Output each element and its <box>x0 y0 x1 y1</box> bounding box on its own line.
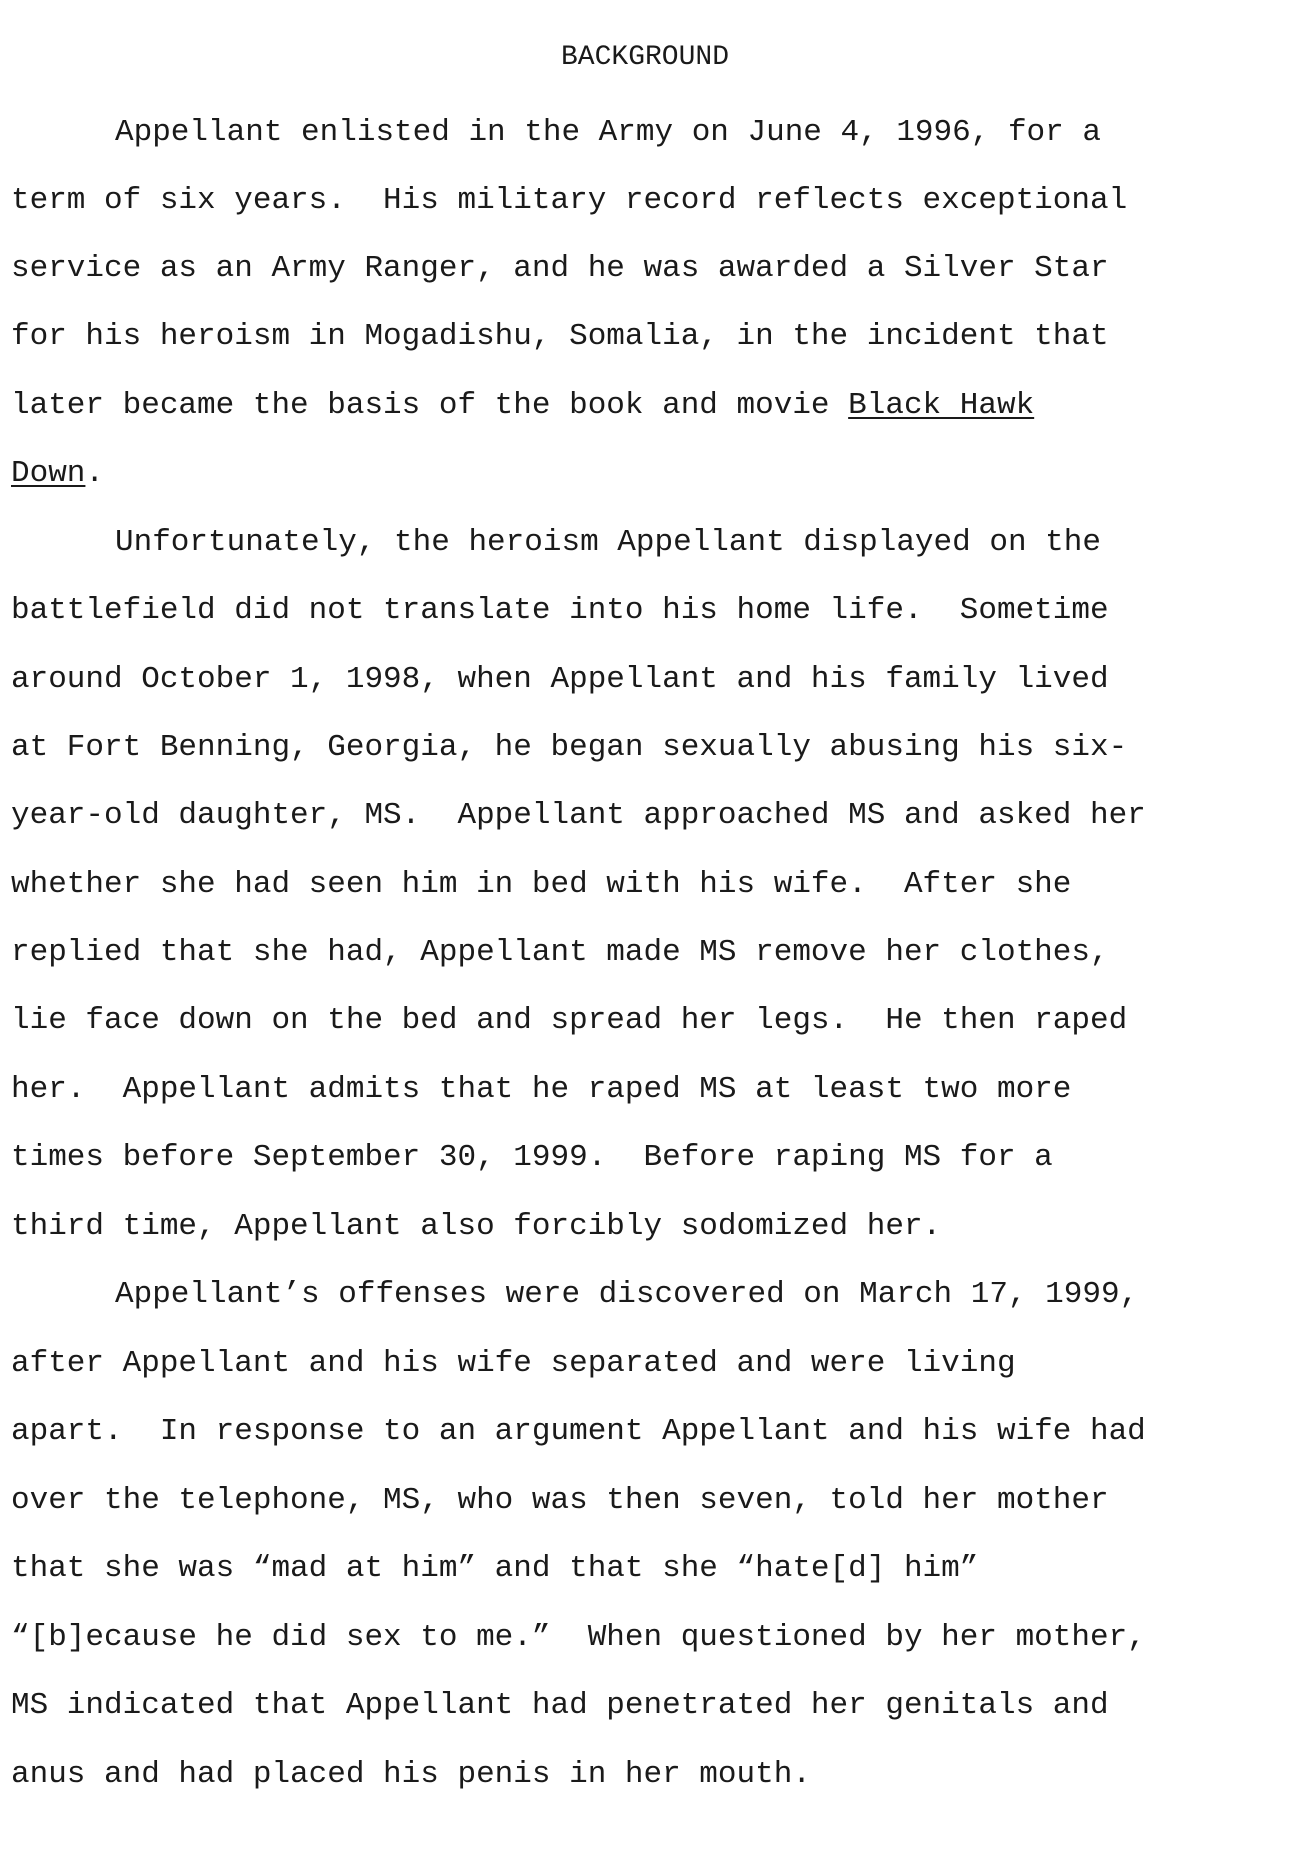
text-line: at Fort Benning, Georgia, he began sexually abusing his six- <box>11 730 1128 765</box>
text-line: lie face down on the bed and spread her legs. He then raped <box>11 1003 1128 1038</box>
text-line: year-old daughter, MS. Appellant approached MS and asked her <box>11 798 1146 833</box>
text-line: apart. In response to an argument Appellant and his wife had <box>11 1414 1146 1449</box>
text-segment: . <box>85 456 105 491</box>
section-heading: BACKGROUND <box>560 42 730 73</box>
text-line: replied that she had, Appellant made MS remove her clothes, <box>11 935 1109 970</box>
text-line: around October 1, 1998, when Appellant and his family lived <box>11 662 1109 697</box>
text-line: for his heroism in Mogadishu, Somalia, in the incident that <box>11 319 1109 354</box>
text-line: Appellant enlisted in the Army on June 4, 1996, for a <box>115 115 1101 150</box>
text-line: “[b]ecause he did sex to me.” When questioned by her mother, <box>11 1620 1146 1655</box>
book-title-underlined: Down <box>11 456 86 491</box>
text-segment: later became the basis of the book and movie <box>11 388 849 423</box>
text-line: third time, Appellant also forcibly sodomized her. <box>11 1209 942 1244</box>
text-line <box>11 388 1034 424</box>
text-line: service as an Army Ranger, and he was awarded a Silver Star <box>11 251 1109 286</box>
text-line: MS indicated that Appellant had penetrated her genitals and <box>11 1688 1109 1723</box>
text-line: whether she had seen him in bed with his wife. After she <box>11 867 1072 902</box>
text-line: term of six years. His military record reflects exceptional <box>11 183 1128 218</box>
text-line <box>11 456 104 492</box>
text-line: anus and had placed his penis in her mouth. <box>11 1757 811 1792</box>
book-title-underlined: Black Hawk <box>848 388 1035 423</box>
text-line: over the telephone, MS, who was then seven, told her mother <box>11 1483 1109 1518</box>
text-line: Appellant’s offenses were discovered on March 17, 1999, <box>115 1277 1139 1312</box>
text-line: battlefield did not translate into his home life. Sometime <box>11 593 1109 628</box>
text-line: that she was “mad at him” and that she “hate[d] him” <box>11 1551 979 1586</box>
text-line: after Appellant and his wife separated and were living <box>11 1346 1016 1381</box>
text-line: times before September 30, 1999. Before raping MS for a <box>11 1140 1053 1175</box>
text-line: her. Appellant admits that he raped MS at least two more <box>11 1072 1072 1107</box>
text-line: Unfortunately, the heroism Appellant displayed on the <box>115 525 1101 560</box>
